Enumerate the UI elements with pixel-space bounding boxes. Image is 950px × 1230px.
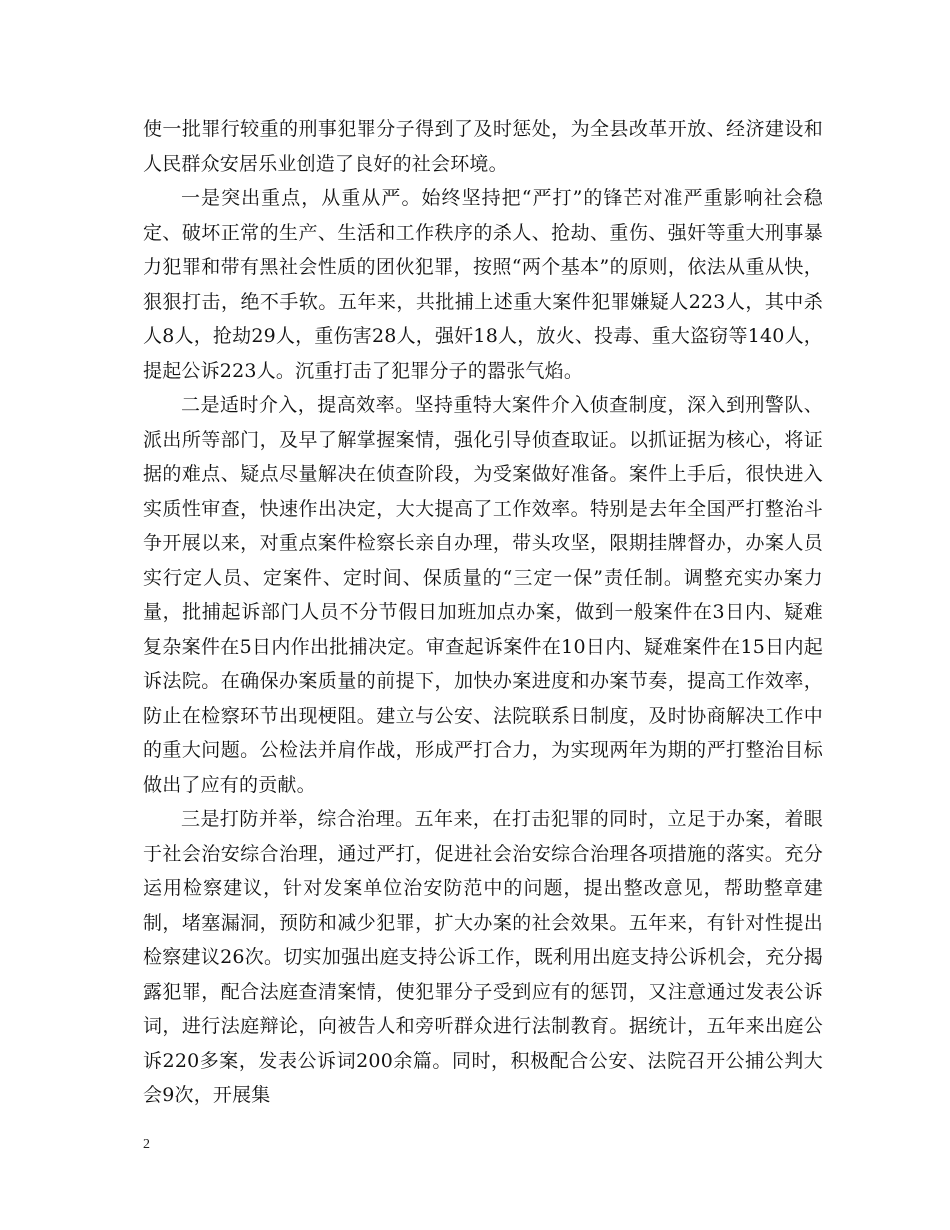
paragraph-crackdown-focus: 一是突出重点，从重从严。始终坚持把“严打”的锋芒对准严重影响社会稳定、破坏正常的生产、生活和工作秩序的杀人、抢劫、重伤、强奸等重大刑事暴力犯罪和带有黑社会性质的团伙犯罪，按照“两个基本”的原则，依法从重从快，狠狠打击，绝不手软。五年来，共批捕上述重大案件犯罪嫌疑人223人，其中杀人8人，抢劫29人，重伤害28人，强奸18人，放火、投毒、重大盗窃等140人，提起公诉223人。沉重打击了犯罪分子的嚣张气焰。 [143,187,823,382]
document-body [143,112,823,1113]
paragraph-comprehensive-governance: 三是打防并举，综合治理。五年来，在打击犯罪的同时，立足于办案，着眼于社会治安综合治理，通过严打，促进社会治安综合治理各项措施的落实。充分运用检察建议，针对发案单位治安防范中的问题，提出整改意见，帮助整章建制，堵塞漏洞，预防和减少犯罪，扩大办案的社会效果。五年来，有针对性提出检察建议26次。切实加强出庭支持公诉工作，既利用出庭支持公诉机会，充分揭露犯罪，配合法庭查清案情，使犯罪分子受到应有的惩罚，又注意通过发表公诉词，进行法庭辩论，向被告人和旁听群众进行法制教育。据统计，五年来出庭公诉220多案，发表公诉词200余篇。同时，积极配合公安、法院召开公捕公判大会9次，开展集 [143,808,823,1106]
page-number: 2 [143,1137,150,1152]
paragraph-timely-intervention: 二是适时介入，提高效率。坚持重特大案件介入侦查制度，深入到刑警队、派出所等部门，及早了解掌握案情，强化引导侦查取证。以抓证据为核心，将证据的难点、疑点尽量解决在侦查阶段，为受案做好准备。案件上手后，很快进入实质性审查，快速作出决定，大大提高了工作效率。特别是去年全国严打整治斗争开展以来，对重点案件检察长亲自办理，带头攻坚，限期挂牌督办，办案人员实行定人员、定案件、定时间、保质量的“三定一保”责任制。调整充实办案力量，批捕起诉部门人员不分节假日加班加点办案，做到一般案件在3日内、疑难复杂案件在5日内作出批捕决定。审查起诉案件在10日内、疑难案件在15日内起诉法院。在确保办案质量的前提下，加快办案进度和办案节奏，提高工作效率，防止在检察环节出现梗阻。建立与公安、法院联系日制度，及时协商解决工作中的重大问题。公检法并肩作战，形成严打合力，为实现两年为期的严打整治目标做出了应有的贡献。 [143,394,823,796]
paragraph-continuation: 使一批罪行较重的刑事犯罪分子得到了及时惩处，为全县改革开放、经济建设和人民群众安居乐业创造了良好的社会环境。 [143,118,823,175]
